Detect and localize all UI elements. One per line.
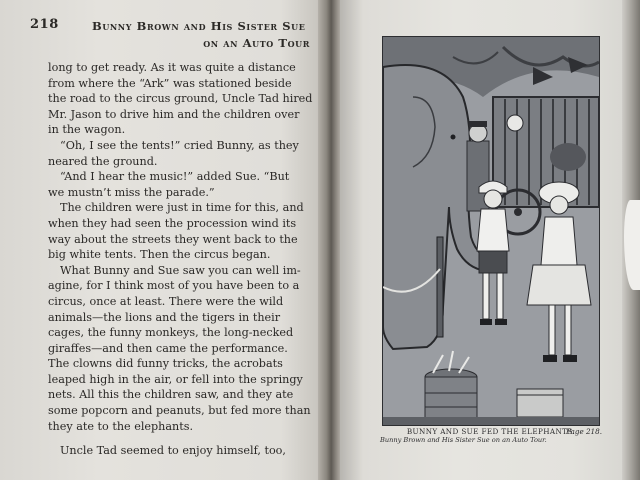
- text-line: big white tents. Then the circus began.: [48, 248, 271, 262]
- body-text: [48, 60, 313, 459]
- running-head: [30, 17, 320, 53]
- torn-page-edge: [624, 200, 640, 290]
- text-line: they ate to the elephants.: [48, 419, 194, 433]
- text-line: Uncle Tad seemed to enjoy himself, too,: [60, 444, 286, 458]
- text-line: Mr. Jason to drive him and the children over: [48, 107, 300, 121]
- text-line: agine, for I think most of you have been to a: [48, 279, 300, 293]
- text-line: The clowns did funny tricks, the acrobats: [48, 357, 283, 371]
- text-line: long to get ready. As it was quite a distance: [48, 61, 296, 74]
- text-line: leaped high in the air, or fell into the springy: [48, 372, 303, 386]
- text-line: some popcorn and peanuts, but fed more than: [48, 404, 311, 418]
- elephant-illustration: [383, 37, 599, 425]
- book-gutter: [318, 0, 342, 480]
- text-line: circus, once at least. There were the wild: [48, 294, 284, 308]
- running-head-subtitle: on an Auto Tour: [203, 36, 310, 50]
- caption-page-ref: Page 218.: [566, 427, 602, 436]
- text-line: What Bunny and Sue saw you can well im-: [60, 263, 301, 277]
- illustration-plate: [382, 36, 600, 426]
- text-line: in the wagon.: [48, 123, 126, 137]
- text-line: “Oh, I see the tents!” cried Bunny, as they: [60, 138, 299, 152]
- caption-credit: Bunny Brown and His Sister Sue on an Auto Tour.: [380, 436, 547, 444]
- text-line: we mustn’t miss the parade.”: [48, 185, 215, 199]
- text-line: way about the streets they went back to the: [48, 232, 298, 246]
- text-line: from where the “Ark” was stationed beside: [48, 76, 292, 90]
- text-line: The children were just in time for this, and: [60, 201, 304, 215]
- caption-title: BUNNY AND SUE FED THE ELEPHANTS.: [406, 427, 576, 436]
- text-line: cages, the funny monkeys, the long-necked: [48, 326, 294, 340]
- text-line: “And I hear the music!” added Sue. “But: [60, 170, 290, 184]
- text-line: animals—the lions and the tigers in their: [48, 310, 281, 324]
- text-line: giraffes—and then came the performance.: [48, 341, 288, 355]
- text-line: when they had seen the procession wind its: [48, 216, 297, 230]
- running-head-title: Bunny Brown and His Sister Sue: [92, 19, 306, 33]
- plate-caption: [380, 427, 602, 445]
- text-line: neared the ground.: [48, 154, 158, 168]
- page-number: 218: [30, 17, 59, 32]
- text-line: the road to the circus ground, Uncle Tad hired: [48, 92, 313, 106]
- text-line: nets. All this the children saw, and they ate: [48, 388, 294, 402]
